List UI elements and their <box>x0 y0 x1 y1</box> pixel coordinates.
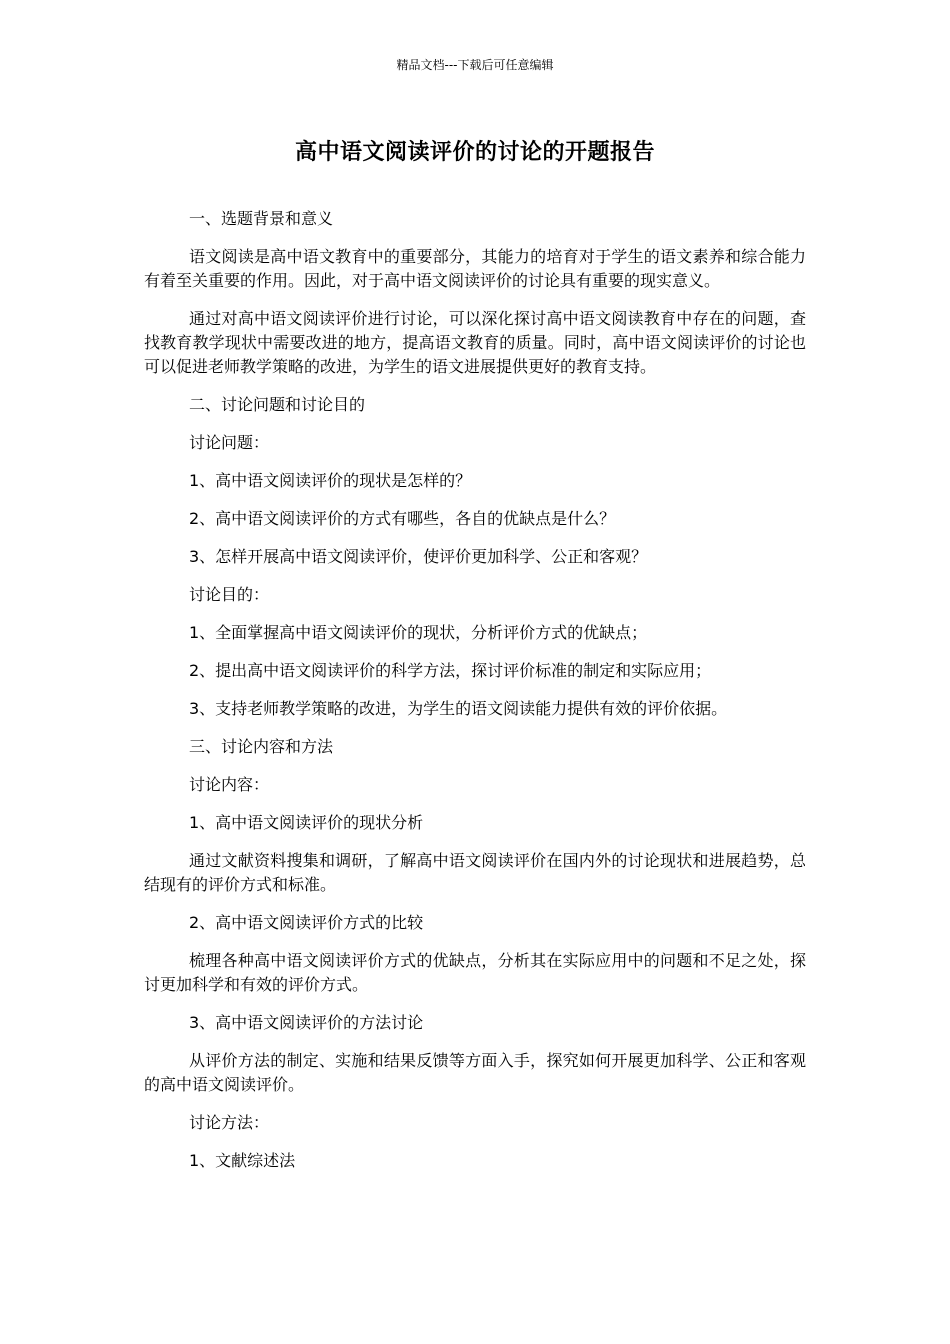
list-item: 2、高中语文阅读评价的方式有哪些，各自的优缺点是什么？ <box>189 509 616 528</box>
list-item: 1、文献综述法 <box>189 1151 296 1170</box>
subheading-methods: 讨论方法： <box>189 1113 270 1132</box>
list-item: 1、高中语文阅读评价的现状是怎样的？ <box>189 471 472 490</box>
section-heading-questions: 二、讨论问题和讨论目的 <box>189 395 366 414</box>
subheading-goals: 讨论目的： <box>189 585 270 604</box>
list-item: 3、高中语文阅读评价的方法讨论 <box>189 1013 424 1032</box>
document-body <box>144 207 806 1187</box>
list-item: 1、高中语文阅读评价的现状分析 <box>189 813 424 832</box>
section-heading-content: 三、讨论内容和方法 <box>189 737 334 756</box>
section-heading-background: 一、选题背景和意义 <box>189 209 334 228</box>
list-item: 3、怎样开展高中语文阅读评价，使评价更加科学、公正和客观？ <box>189 547 648 566</box>
paragraph: 通过文献资料搜集和调研，了解高中语文阅读评价在国内外的讨论现状和进展趋势，总结现有的评价方式和标准。 <box>144 851 806 894</box>
paragraph: 语文阅读是高中语文教育中的重要部分，其能力的培育对于学生的语文素养和综合能力有着至关重要的作用。因此，对于高中语文阅读评价的讨论具有重要的现实意义。 <box>144 247 806 290</box>
list-item: 2、提出高中语文阅读评价的科学方法，探讨评价标准的制定和实际应用； <box>189 661 712 680</box>
list-item: 1、全面掌握高中语文阅读评价的现状，分析评价方式的优缺点； <box>189 623 648 642</box>
subheading-content: 讨论内容： <box>189 775 270 794</box>
list-item: 2、高中语文阅读评价方式的比较 <box>189 913 424 932</box>
list-item: 3、支持老师教学策略的改进，为学生的语文阅读能力提供有效的评价依据。 <box>189 699 728 718</box>
paragraph: 通过对高中语文阅读评价进行讨论，可以深化探讨高中语文阅读教育中存在的问题，查找教育教学现状中需要改进的地方，提高语文教育的质量。同时，高中语文阅读评价的讨论也可以促进老师教学策略的改进，为学生的语文进展提供更好的教育支持。 <box>144 309 806 376</box>
document-title: 高中语文阅读评价的讨论的开题报告 <box>294 140 655 165</box>
subheading-questions: 讨论问题： <box>189 433 270 452</box>
paragraph: 梳理各种高中语文阅读评价方式的优缺点，分析其在实际应用中的问题和不足之处，探讨更加科学和有效的评价方式。 <box>144 951 806 994</box>
paragraph: 从评价方法的制定、实施和结果反馈等方面入手，探究如何开展更加科学、公正和客观的高中语文阅读评价。 <box>144 1051 806 1094</box>
page-header: 精品文档---下载后可任意编辑 <box>396 58 554 72</box>
